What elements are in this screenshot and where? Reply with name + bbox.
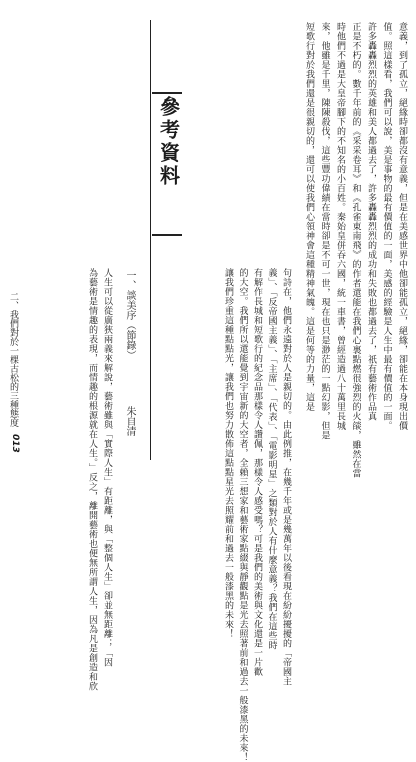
article-title: 一、談美序（節錄） [124, 270, 135, 360]
page-number: 013 [10, 434, 20, 453]
text-column: 的大空。我們所以還能覺到宇宙新的大空者，全賴三想家和藝術家點綴與靜觀點是光去照著前和過去一般漆黑的未來！ [237, 268, 248, 762]
text-column: 時他們不過是大皇帝腳下的不知名的小百姓。秦始皇併吞六國，統一車書，曾經造過八十萬里長城 [335, 22, 345, 431]
section-heading: 參考資料 [156, 96, 181, 188]
text-column: 義」、「反帝國主義」、「主席」、「代表」、「電影明星」之類對於人有什麼意義？我們在這些時 [266, 268, 277, 650]
section-rule-left [150, 20, 151, 460]
text-column: 句詩在，他們永遠對於人是親切的。由此例推，在幾千年或是幾萬年以後看現在紛紛擾擾的「帝國主 [281, 268, 291, 686]
text-column: 意義，到了孤立，絕緣時卻都沒有意義，但是在美感世界中他卻能孤立，絕緣，卻能在本身現出價 [397, 22, 407, 431]
text-column: 為藝術是情趣的表現，而情趣的根源就在人生。」反之，離開藝術也便無所謂人生，因為凡是創造和欣 [87, 268, 97, 691]
text-column: 許多轟轟烈烈的英雄和美人都過去了，許多轟轟烈烈的成功和失敗也都過去了，祇有藝術作品真 [366, 22, 376, 421]
text-column: 有解作長城和短歌行的紀念品那樣令人讚佩，那樣令人感受嗎？可是我們的美術與文化還是一片歡 [252, 268, 262, 677]
text-column: 來，他雖是千里，陳陳殺伐，這些豐功偉績在當時卻是不可一世，現在也只是渺茫的一點幻影，但是 [319, 22, 330, 440]
text-column: 短歌行對於我們還是很親切的，還可以使我們心領神會這種精神氣魄。這是何等的力量，這是 [304, 22, 314, 412]
text-column: 讓我們珍重這種點點光，讓我們也努力散佈這點點星光去照耀前和過去一般漆黑的未來！ [223, 268, 233, 639]
running-head: 二、我們對於一棵古松的三種態度 [8, 292, 18, 427]
article-author: 朱自清 [124, 406, 135, 436]
text-column: 值。照這樣看，我們可以說，美是事物的最有價值的一面，美感的經驗是人生中最有價值的一面。 [381, 22, 392, 431]
text-column: 人生可以從廣狹兩義來解說，藝術雖與「實際人生」有距離，與「整個人生」卻並無距離；「因 [102, 268, 112, 667]
text-column: 正是不朽的。數千年前的《采采卷耳》和《孔雀東南飛》的作者還能在我們心裏點燃很強烈的火燄，雖然在當 [350, 22, 361, 478]
